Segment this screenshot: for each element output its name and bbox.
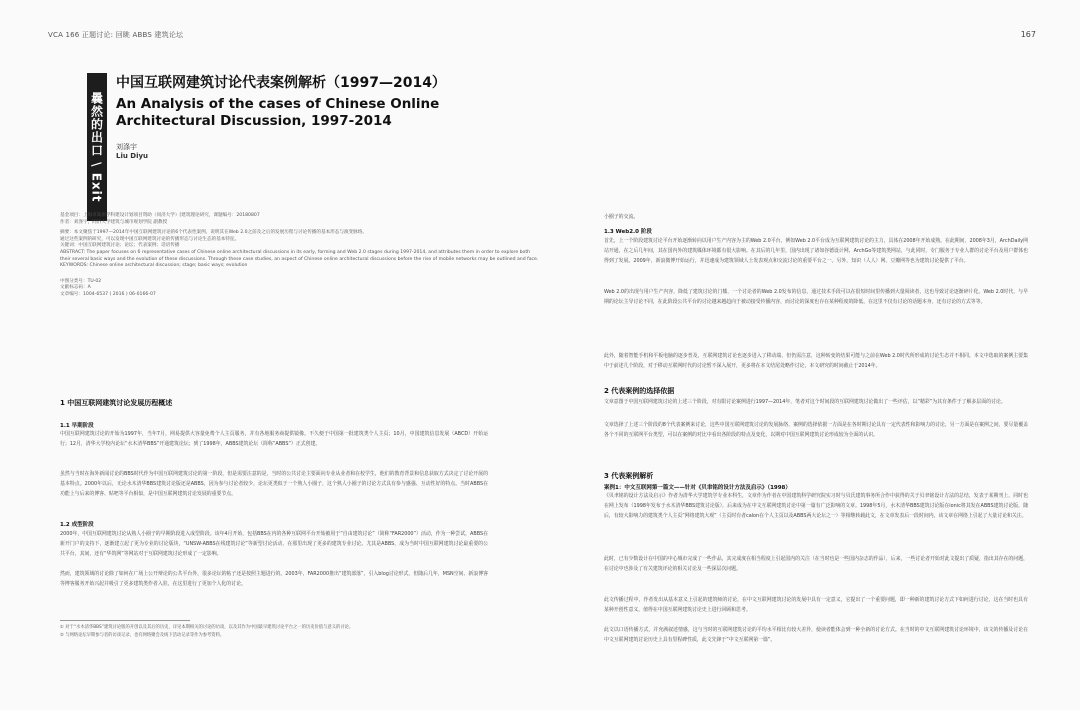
paragraph: 中国互联网建筑讨论的开始为1997年，当年7月，网易提供大容量免费个人主页服务，并有各地服务商提供镜像。不久便于中国第一批建筑类个人主页；10月，中国建筑信息发展（ABCD）开始运行；12月，清华大学校内论坛“水木清华BBS”开通建筑论坛；到了1998年，ABBS建筑论坛（简称“ABBS”）正式创建。 [60,431,488,447]
section-heading-3: 3 代表案例解析 [604,472,654,480]
paragraph: 《贝聿铭的设计方法及启示》作者为清华大学建筑学专业本科生，文章作为作者在中国建筑科学研究院实习时与贝氏建筑事务所合作中获得的关于贝聿铭设计方法的总结，发表于某期刊上，同时也在网上发布（1998年发布于水木清华BBS建筑讨论版），后来成为在中文互联网建筑讨论中第一篇有广泛影响的文章。1998年5月，水木清华BBS建筑讨论版在ionic将其发在ABBS建筑讨论版，随后，有较大影响力的建筑类个人主页“网络建筑大观”（主页时有者calon在个人主页以及ABBS两大论坛之一）等相继转载此文，在文章发表后一段时间内，该文章在网络上引起了大量讨论和关注。 [604,493,1028,519]
section-heading-2: 2 代表案例的选择依据 [604,387,675,395]
paragraph: 此外，随着智能手机和平板电脑的逐步普及，互联网建筑讨论也逐步进入了移动端，但仍需注意，这种转变的结果可能与之前在Web 2.0时代所形成的讨论生态并不相同。本文中选取的案例主要集中于前述几个阶段，对于移动互联网时代的讨论暂不深入展开，更多将在本文结尾处略作讨论，本文研究的时间截止于2014年。 [604,353,1028,369]
doc-code: 文献标志码：A [60,285,91,291]
case-heading-1: 案例1：中文互联网第一篇文——针对《贝聿铭的设计方法及启示》（1998） [604,485,791,491]
author-affiliation: 作者：刘涤宇，同济大学建筑与城市规划学院 副教授 [60,219,168,225]
keywords-cn: 关键词：中国互联网建筑讨论；论坛；代表案例；话语传播 [60,243,180,249]
paragraph: 此文以口语传播方式，并充满叙述情感，这与当时的互联网建筑讨论的平均水平相比有较大差异，使读者能体会到一种全新的讨论方式。在当时的中文互联网建筑讨论环境中，该文的传播及讨论在中文互联网建筑讨论历史上具有里程碑性质，此文先锋于“中文互联网第一篇”。 [604,627,1028,643]
section-side-tab [87,73,107,221]
article-title-cn: 中国互联网建筑讨论代表案例解析（1997—2014） [116,75,446,91]
author-name-en: Liu Diyu [116,152,149,160]
funding-line: 基金项目：上海市高原学科建设计划项目资助（同济大学）[建筑理论研究，课题编号：20180807 [60,213,260,218]
footnote-rule [60,620,190,621]
paragraph: 此文传播过程中，作者发出从基本意义上引起的建筑师的讨论，在中文互联网建筑讨论的发展中具有一定意义，它提出了一个重要问题，即一种新的建筑讨论方式下如何进行讨论，这在当时也具有某种开创性意义，值得在中国互联网建筑讨论史上进行回顾和思考。 [604,597,1028,613]
abstract-en-cont: their several basic ways and the evolution of these discussions. Through these case studies, an aspect of Chinese online architectural discussions before the rise of mobile networks may be outlined and face. [60,256,539,262]
footnote-2: ② 与网络论坛早期参与者的访谈记录，也有网络聚会及线下活动记录等作为参考资料。 [60,633,225,638]
paragraph: 2000年，中国互联网建筑讨论从熟人小圈子的早期阶段进入成型阶段。该年4月开始，包括BBS在内的各种互联网平台开始被用于“自由建筑讨论”（简称“FAR2000”）活动，作为一种尝试，ABBS在新开门户的支持下，逐渐建立起了更为专业的讨论版块，“UNSW-ABBS在线建筑讨论”等新型讨论活动，在那里出现了更多的建筑专业讨论。尤其是ABBS，成为当时中国互联网建筑讨论最重要的公共平台，其间，还有“华筑网”等网站对于互联网建筑讨论形成了一定影响。 [60,531,488,557]
side-tab-label: 曩然的出口 \ Exit [89,91,104,203]
classification-codes [60,279,488,299]
paragraph: 然而，建筑领域的讨论除了如何在广场上公开辩论的公共平台外，很多论坛的帖子还是按照主题进行的。2003年，FAR2000推出“建筑部落”，引入blog讨论形式，但随后几年，MSN空间、新浪博客等博客服务开始兴起并吸引了更多建筑类作者入驻，在这里进行了更加个人化的讨论。 [60,571,488,587]
paragraph: 首先，上一个阶段建筑讨论平台开始逐渐转向以用户生产内容为主的Web 2.0平台，例如Web 2.0平台成为互联网建筑讨论的主力，具体在2008年开始成熟。在此期间，2008年3月，ArchDaily网站开通，在之后几年间，其在国内外的建筑媒体环境都有很大影响。在其后的几年里，国内出现了诸如谷德设计网、ArchGo等建筑类网站，与此同时，专门服务于专业人群的讨论平台及用户群体也得到了发展。2009年，新浪微博开始运行，并迅速成为建筑领域人士发表观点和交流讨论的重要平台之一。另外，知识（人人）网、豆瓣网等也为建筑讨论提供了平台。 [604,238,1028,264]
paragraph: 此时，已有少数设计在中国的中心城市完成了一些作品，其完成度在相当程度上引起国内的关注（在当时也是一些国内杂志的作品），后来，一些讨论者开始对此文提出了质疑，指出其存在的问题，在讨论中也涉及了有关建筑评论的相关讨论及一些深层次问题。 [604,556,1028,572]
subsection-heading-1-3: 1.3 Web2.0 阶段 [604,229,652,235]
article-title-en: An Analysis of the cases of Chinese Online Architectural Discussion, 1997-2014 [116,96,440,129]
paragraph: 小圈子的交流。 [604,214,639,220]
article-id: 文章编号：1004-6537 ( 2016 ) 06-0166-07 [60,291,156,297]
abstract-cn-cont: 通过这些案例的研究，可以发现中国互联网建筑讨论的传播形态与讨论生态的基本特征。 [60,236,240,242]
article-title-block [116,72,516,130]
article-metadata [60,213,539,299]
paragraph: Web 2.0的出现与用户生产内容，降低了建筑讨论的门槛，一个讨论者的Web 2.0发布的信息，通过技术手段可以在很短时间里传播到大量阅读者，这也导致讨论逐渐碎片化。Web 2.0时代，与早期的论坛主导讨论不同，在此阶段公共平台的讨论越来越趋向于被动接受传播内容，而讨论的深度也存在某种程度的降低，在这里不仅有讨论的话题本身，还有讨论的方式等等。 [604,289,1028,305]
keywords-en: KEYWORDS: Chinese online architectural discussion; stage; basic ways; evolution [60,263,248,269]
paragraph: 文章选择了上述三个阶段的8个代表案例来讨论，这些中国互联网建筑讨论的发展脉络，案例的选择依据一方面是在各时期讨论具有一定代表性和影响力的讨论，另一方面是在案例之间，要尽量覆盖各个不同的互联网平台类型，可以在案例的对比中看出各阶段的特点及变化，以期对中国互联网建筑讨论形成较为全面的认识。 [604,422,1028,438]
paragraph: 虽然与当时在海外新闻讨论的BBS时代作为中国互联网建筑讨论的第一阶段，但是需要注意的是，当时的公共讨论主要面向专业从业者和在校学生，他们的教育背景和信息获取方式决定了讨论开展的基本特点。2000年以后，无论水木清华BBS建筑讨论版还是ABBS，因为参与讨论者较少，论坛更类似于一个熟人小圈子，这个熟人小圈子的讨论方式具有参与感强、互动性好的特点。当时ABBS在功能上与后来的博客、贴吧等平台相似，是中国互联网建筑讨论发展的重要节点。 [60,471,488,497]
page-number: 167 [1020,30,1036,39]
abstract-en: ABSTRACT: The paper focuses on 6 representative cases of Chinese online architectural discussions in its early, forming and Web 2.0 stages during 1997-2014, and attributes them in order to explore both [60,249,531,255]
running-head: VCA 166 正题讨论: 回眺 ABBS 建筑论坛 [48,31,184,39]
footnote-1: ① 对于“水木清华BBS”建筑讨论版的开创以及其后的历史，详见本期相关的讨论的访谈，以及其作为中国最早建筑讨论平台之一的历史价值与意义的讨论。 [60,625,354,630]
abstract-cn: 摘要：本文聚焦于1997—2014年中国互联网建筑讨论的6个代表性案例，说明其在Web 2.0之前及之后的发展历程与讨论传播的基本形态与演变脉络。 [60,230,367,236]
subsection-heading-1-2: 1.2 成型阶段 [60,522,94,528]
subsection-heading-1-1: 1.1 早期阶段 [60,423,94,429]
clc-code: 中图分类号：TU-02 [60,278,102,284]
author-name-cn: 刘涤宇 [116,143,137,151]
paragraph: 文章意图于中国互联网建筑讨论的上述三个阶段，对有限讨论案例进行1997—2014年，笔者对这个时间段的互联网建筑讨论做出了一些评估，以“精彩”为其有条件于了解多层面的讨论。 [604,399,1006,405]
section-heading-1: 1 中国互联网建筑讨论发展历程概述 [60,399,173,407]
